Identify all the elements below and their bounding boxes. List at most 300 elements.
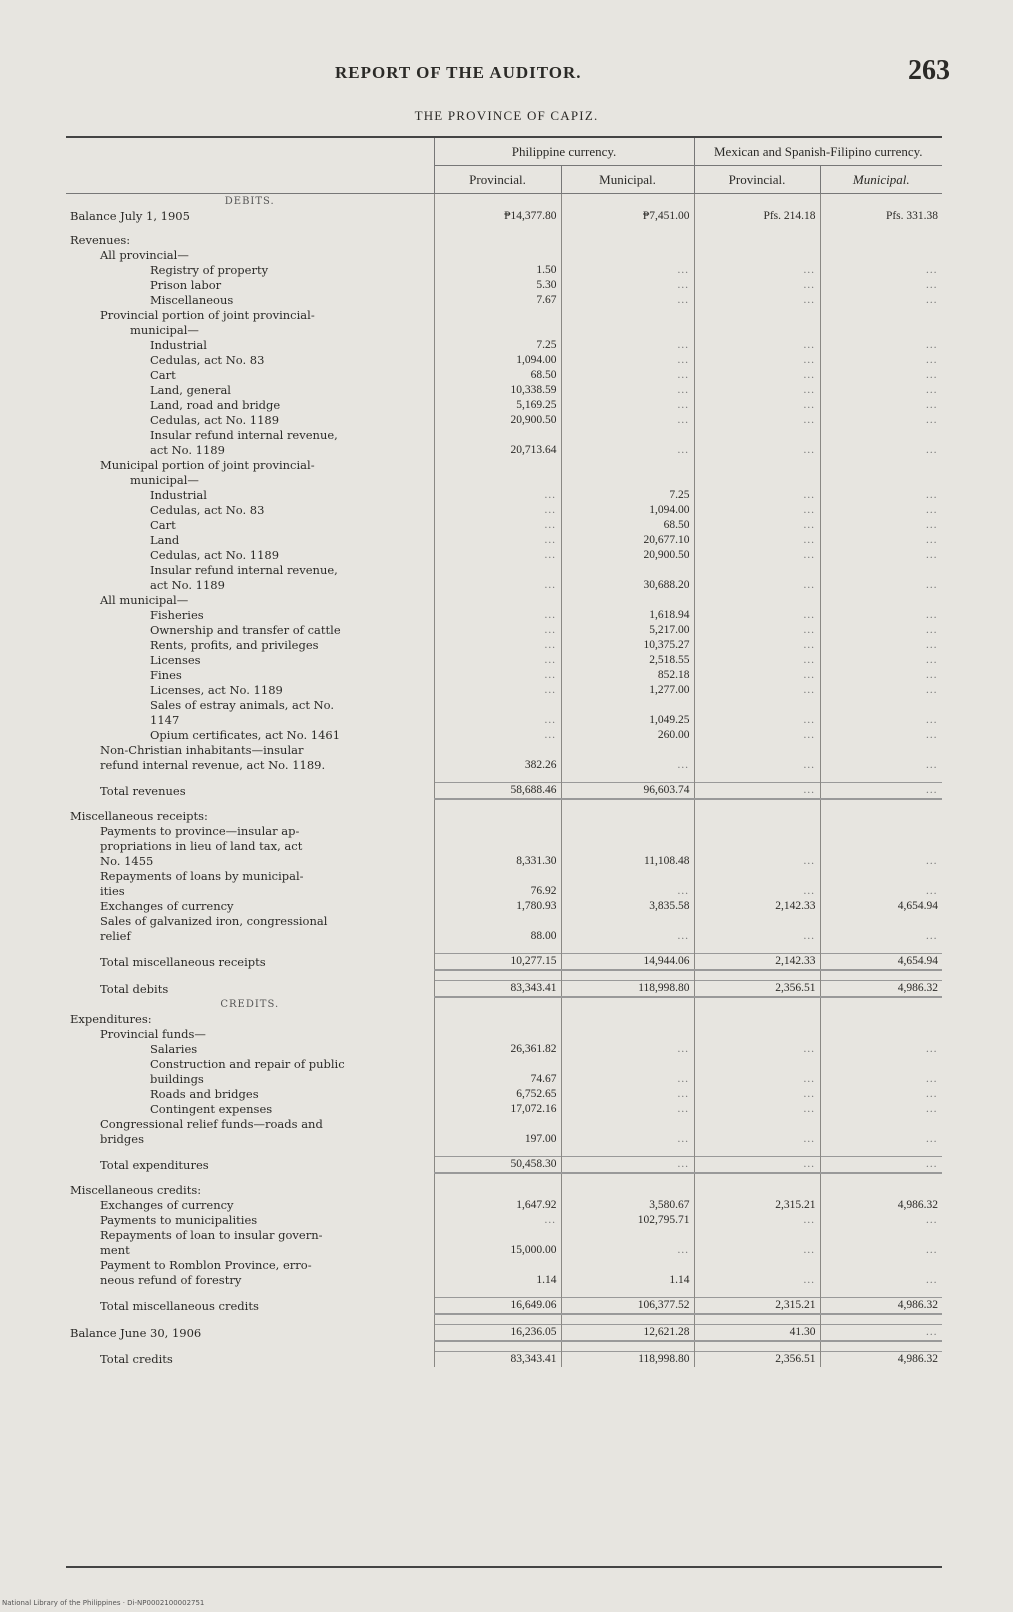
amount-cell bbox=[561, 1117, 694, 1132]
amount-cell: … bbox=[820, 368, 942, 383]
amount-cell: … bbox=[820, 518, 942, 533]
ledger-row bbox=[66, 929, 942, 944]
amount-cell bbox=[694, 428, 820, 443]
amount-cell bbox=[434, 824, 561, 839]
ledger-row bbox=[66, 1117, 942, 1132]
spacer-cell bbox=[694, 1288, 820, 1298]
amount-cell: … bbox=[820, 1132, 942, 1147]
amount-cell: 260.00 bbox=[561, 728, 694, 743]
amount-cell bbox=[820, 1027, 942, 1042]
amount-cell: … bbox=[694, 884, 820, 899]
row-label: Licenses, act No. 1189 bbox=[150, 683, 283, 697]
ledger-row bbox=[66, 713, 942, 728]
ledger-row bbox=[66, 758, 942, 773]
amount-cell: 20,900.50 bbox=[434, 413, 561, 428]
amount-cell bbox=[434, 428, 561, 443]
amount-cell: … bbox=[694, 518, 820, 533]
row-label: Balance June 30, 1906 bbox=[70, 1326, 202, 1340]
ledger-row bbox=[66, 578, 942, 593]
amount-cell: 4,986.32 bbox=[820, 1198, 942, 1213]
amount-cell: … bbox=[820, 728, 942, 743]
amount-cell bbox=[820, 1057, 942, 1072]
amount-cell bbox=[694, 473, 820, 488]
row-label: Prison labor bbox=[150, 278, 222, 292]
ledger-row bbox=[66, 1258, 942, 1273]
amount-cell: 5,217.00 bbox=[561, 623, 694, 638]
amount-cell: 1.14 bbox=[434, 1273, 561, 1288]
row-label: Cedulas, act No. 83 bbox=[150, 503, 265, 517]
amount-cell: … bbox=[561, 338, 694, 353]
amount-cell: … bbox=[694, 653, 820, 668]
spacer-cell bbox=[561, 1314, 694, 1325]
amount-cell: … bbox=[561, 1087, 694, 1102]
amount-cell bbox=[820, 1117, 942, 1132]
row-label: Payments to province—insular ap- bbox=[100, 824, 300, 838]
amount-cell: … bbox=[820, 713, 942, 728]
amount-cell: 10,277.15 bbox=[434, 954, 561, 971]
amount-cell bbox=[434, 1183, 561, 1198]
amount-cell bbox=[820, 809, 942, 824]
spacer-row bbox=[66, 1288, 942, 1298]
amount-cell: … bbox=[820, 1273, 942, 1288]
empty-cell bbox=[434, 997, 561, 1012]
amount-cell bbox=[694, 248, 820, 263]
row-label: All provincial— bbox=[100, 248, 189, 262]
amount-cell: ₱14,377.80 bbox=[434, 209, 561, 224]
amount-cell bbox=[820, 1228, 942, 1243]
amount-cell bbox=[694, 1012, 820, 1027]
amount-cell: 197.00 bbox=[434, 1132, 561, 1147]
amount-cell: … bbox=[434, 518, 561, 533]
amount-cell: 1,094.00 bbox=[434, 353, 561, 368]
amount-cell: 1,618.94 bbox=[561, 608, 694, 623]
amount-cell bbox=[820, 698, 942, 713]
row-label: Congressional relief funds—roads and bbox=[100, 1117, 323, 1131]
amount-cell: … bbox=[561, 278, 694, 293]
ledger-row bbox=[66, 413, 942, 428]
ledger-row bbox=[66, 728, 942, 743]
amount-cell: … bbox=[434, 533, 561, 548]
row-label: Total miscellaneous credits bbox=[100, 1299, 259, 1313]
ledger-table bbox=[66, 136, 942, 1367]
page-header bbox=[70, 55, 950, 95]
row-label: Balance July 1, 1905 bbox=[70, 209, 190, 223]
row-label: Municipal portion of joint provincial- bbox=[100, 458, 315, 472]
row-label: municipal— bbox=[130, 473, 199, 487]
amount-cell: 118,998.80 bbox=[561, 981, 694, 998]
amount-cell bbox=[561, 839, 694, 854]
spacer-row bbox=[66, 1314, 942, 1325]
row-label: Industrial bbox=[150, 488, 207, 502]
ledger-row bbox=[66, 839, 942, 854]
amount-cell: … bbox=[694, 1213, 820, 1228]
ledger-row bbox=[66, 1273, 942, 1288]
amount-cell: … bbox=[561, 443, 694, 458]
section-row bbox=[66, 997, 942, 1012]
ledger-row bbox=[66, 563, 942, 578]
amount-cell bbox=[561, 1012, 694, 1027]
row-label: propriations in lieu of land tax, act bbox=[100, 839, 303, 853]
ledger-row bbox=[66, 353, 942, 368]
row-label: Total credits bbox=[100, 1352, 173, 1366]
ledger-row bbox=[66, 338, 942, 353]
ledger-row bbox=[66, 398, 942, 413]
row-label: act No. 1189 bbox=[150, 443, 225, 457]
amount-cell bbox=[820, 563, 942, 578]
amount-cell: … bbox=[820, 263, 942, 278]
ledger-row bbox=[66, 653, 942, 668]
amount-cell: … bbox=[694, 929, 820, 944]
amount-cell bbox=[561, 428, 694, 443]
amount-cell: … bbox=[694, 293, 820, 308]
row-label: Land, general bbox=[150, 383, 231, 397]
row-label: Insular refund internal revenue, bbox=[150, 563, 338, 577]
ledger-row bbox=[66, 1087, 942, 1102]
amount-cell: Pfs. 214.18 bbox=[694, 209, 820, 224]
amount-cell: … bbox=[434, 653, 561, 668]
section-row bbox=[66, 194, 942, 210]
ledger-body bbox=[66, 194, 942, 1368]
spacer-row bbox=[66, 1147, 942, 1157]
total-row bbox=[66, 783, 942, 800]
amount-cell: … bbox=[694, 783, 820, 800]
amount-cell bbox=[820, 1183, 942, 1198]
amount-cell: 16,649.06 bbox=[434, 1298, 561, 1315]
amount-cell: 41.30 bbox=[694, 1325, 820, 1342]
spacer-cell bbox=[820, 1173, 942, 1183]
amount-cell: … bbox=[820, 884, 942, 899]
amount-cell bbox=[694, 458, 820, 473]
row-label: Total revenues bbox=[100, 784, 186, 798]
ledger-row bbox=[66, 1027, 942, 1042]
amount-cell: … bbox=[694, 713, 820, 728]
row-label: Revenues: bbox=[70, 233, 131, 247]
amount-cell: 5.30 bbox=[434, 278, 561, 293]
ledger-row bbox=[66, 473, 942, 488]
amount-cell: … bbox=[694, 1042, 820, 1057]
amount-cell: 106,377.52 bbox=[561, 1298, 694, 1315]
amount-cell bbox=[561, 233, 694, 248]
spacer-cell bbox=[434, 1288, 561, 1298]
row-label: Opium certificates, act No. 1461 bbox=[150, 728, 341, 742]
empty-cell bbox=[561, 997, 694, 1012]
row-label: Land, road and bridge bbox=[150, 398, 281, 412]
province-title: THE PROVINCE OF CAPIZ. bbox=[414, 108, 599, 123]
amount-cell bbox=[694, 1183, 820, 1198]
amount-cell bbox=[694, 563, 820, 578]
row-label: Cedulas, act No. 1189 bbox=[150, 413, 280, 427]
amount-cell bbox=[820, 839, 942, 854]
amount-cell bbox=[694, 824, 820, 839]
amount-cell: … bbox=[561, 353, 694, 368]
amount-cell: … bbox=[434, 668, 561, 683]
amount-cell: … bbox=[434, 623, 561, 638]
amount-cell: 382.26 bbox=[434, 758, 561, 773]
amount-cell bbox=[434, 323, 561, 338]
ledger-row bbox=[66, 323, 942, 338]
report-title: REPORT OF THE AUDITOR. bbox=[335, 63, 582, 82]
amount-cell bbox=[561, 1027, 694, 1042]
row-label: Repayments of loans by municipal- bbox=[100, 869, 304, 883]
spacer-cell bbox=[66, 944, 434, 954]
spacer-cell bbox=[820, 224, 942, 233]
amount-cell bbox=[561, 458, 694, 473]
spacer-cell bbox=[66, 1173, 434, 1183]
ledger-row bbox=[66, 548, 942, 563]
ledger-row bbox=[66, 293, 942, 308]
row-label: Rents, profits, and privileges bbox=[150, 638, 319, 652]
row-label: Exchanges of currency bbox=[100, 1198, 234, 1212]
spacer-row bbox=[66, 970, 942, 981]
amount-cell: … bbox=[434, 578, 561, 593]
municipal-header-1: Municipal. bbox=[561, 166, 694, 194]
ledger-row bbox=[66, 1132, 942, 1147]
amount-cell bbox=[694, 809, 820, 824]
amount-cell: 30,688.20 bbox=[561, 578, 694, 593]
amount-cell: 1,647.92 bbox=[434, 1198, 561, 1213]
spacer-cell bbox=[66, 799, 434, 809]
row-label: Expenditures: bbox=[70, 1012, 152, 1026]
empty-cell bbox=[561, 194, 694, 210]
ledger-row bbox=[66, 608, 942, 623]
row-label: ities bbox=[100, 884, 125, 898]
spacer-cell bbox=[561, 970, 694, 981]
amount-cell: … bbox=[820, 683, 942, 698]
amount-cell: 4,986.32 bbox=[820, 981, 942, 998]
amount-cell bbox=[694, 1027, 820, 1042]
amount-cell: 12,621.28 bbox=[561, 1325, 694, 1342]
amount-cell: … bbox=[820, 653, 942, 668]
amount-cell bbox=[561, 809, 694, 824]
amount-cell: … bbox=[694, 278, 820, 293]
amount-cell bbox=[434, 308, 561, 323]
spacer-cell bbox=[694, 970, 820, 981]
ledger-row bbox=[66, 518, 942, 533]
ledger-row bbox=[66, 1012, 942, 1027]
amount-cell: … bbox=[820, 503, 942, 518]
amount-cell bbox=[561, 563, 694, 578]
ledger-row bbox=[66, 1102, 942, 1117]
amount-cell bbox=[820, 1258, 942, 1273]
row-label: ment bbox=[100, 1243, 130, 1257]
total-row bbox=[66, 1298, 942, 1315]
row-label: Roads and bridges bbox=[150, 1087, 259, 1101]
amount-cell bbox=[434, 1117, 561, 1132]
amount-cell bbox=[434, 233, 561, 248]
amount-cell: … bbox=[820, 398, 942, 413]
amount-cell: … bbox=[820, 1042, 942, 1057]
amount-cell bbox=[694, 1228, 820, 1243]
spacer-cell bbox=[434, 799, 561, 809]
amount-cell: … bbox=[434, 713, 561, 728]
provincial-header-2: Provincial. bbox=[694, 166, 820, 194]
ledger-row bbox=[66, 683, 942, 698]
amount-cell bbox=[820, 824, 942, 839]
amount-cell bbox=[434, 1027, 561, 1042]
spacer-cell bbox=[66, 1288, 434, 1298]
spacer-cell bbox=[820, 1147, 942, 1157]
page-number: 263 bbox=[908, 55, 950, 86]
amount-cell: … bbox=[561, 368, 694, 383]
amount-cell: … bbox=[694, 1132, 820, 1147]
amount-cell bbox=[820, 869, 942, 884]
amount-cell: … bbox=[694, 1072, 820, 1087]
amount-cell bbox=[561, 824, 694, 839]
amount-cell: … bbox=[820, 413, 942, 428]
spacer-cell bbox=[694, 944, 820, 954]
row-label: 1147 bbox=[150, 713, 180, 727]
amount-cell: … bbox=[820, 854, 942, 869]
spacer-cell bbox=[434, 1147, 561, 1157]
amount-cell: … bbox=[820, 1087, 942, 1102]
spacer-cell bbox=[694, 773, 820, 783]
amount-cell: … bbox=[434, 503, 561, 518]
amount-cell: … bbox=[561, 263, 694, 278]
amount-cell bbox=[561, 1183, 694, 1198]
amount-cell: … bbox=[694, 338, 820, 353]
amount-cell bbox=[561, 869, 694, 884]
spacer-cell bbox=[694, 1314, 820, 1325]
spacer-cell bbox=[820, 944, 942, 954]
amount-cell: … bbox=[820, 548, 942, 563]
total-row bbox=[66, 981, 942, 998]
ledger-row bbox=[66, 668, 942, 683]
amount-cell: … bbox=[434, 683, 561, 698]
amount-cell: 4,986.32 bbox=[820, 1352, 942, 1368]
amount-cell bbox=[434, 563, 561, 578]
row-label: Sales of galvanized iron, congressional bbox=[100, 914, 328, 928]
ledger-row bbox=[66, 1243, 942, 1258]
row-label: All municipal— bbox=[100, 593, 189, 607]
amount-cell: 2,142.33 bbox=[694, 954, 820, 971]
amount-cell: … bbox=[434, 638, 561, 653]
spacer-row bbox=[66, 773, 942, 783]
amount-cell bbox=[434, 809, 561, 824]
amount-cell: … bbox=[694, 413, 820, 428]
amount-cell: … bbox=[820, 338, 942, 353]
amount-cell: Pfs. 331.38 bbox=[820, 209, 942, 224]
amount-cell: … bbox=[694, 368, 820, 383]
ledger-row bbox=[66, 248, 942, 263]
amount-cell bbox=[694, 914, 820, 929]
amount-cell: … bbox=[694, 533, 820, 548]
amount-cell: … bbox=[561, 413, 694, 428]
amount-cell: … bbox=[694, 1102, 820, 1117]
amount-cell bbox=[561, 248, 694, 263]
amount-cell: … bbox=[694, 383, 820, 398]
row-label: Industrial bbox=[150, 338, 207, 352]
spacer-cell bbox=[820, 1341, 942, 1352]
amount-cell bbox=[434, 743, 561, 758]
ledger-row bbox=[66, 884, 942, 899]
ledger-row bbox=[66, 743, 942, 758]
row-label: refund internal revenue, act No. 1189. bbox=[100, 758, 326, 772]
amount-cell bbox=[434, 593, 561, 608]
amount-cell: 76.92 bbox=[434, 884, 561, 899]
ledger-row bbox=[66, 308, 942, 323]
row-label: Total miscellaneous receipts bbox=[100, 955, 266, 969]
amount-cell: … bbox=[820, 1102, 942, 1117]
amount-cell bbox=[820, 233, 942, 248]
amount-cell bbox=[820, 308, 942, 323]
amount-cell: … bbox=[820, 383, 942, 398]
amount-cell: … bbox=[694, 1157, 820, 1174]
amount-cell: 7.25 bbox=[561, 488, 694, 503]
amount-cell: 68.50 bbox=[561, 518, 694, 533]
amount-cell: 20,677.10 bbox=[561, 533, 694, 548]
spacer-cell bbox=[561, 773, 694, 783]
amount-cell: … bbox=[694, 608, 820, 623]
ledger-row bbox=[66, 278, 942, 293]
ledger-row bbox=[66, 533, 942, 548]
amount-cell: … bbox=[820, 1213, 942, 1228]
ledger-row bbox=[66, 263, 942, 278]
amount-cell bbox=[434, 914, 561, 929]
amount-cell: 11,108.48 bbox=[561, 854, 694, 869]
amount-cell: … bbox=[820, 608, 942, 623]
amount-cell: … bbox=[694, 854, 820, 869]
amount-cell bbox=[820, 323, 942, 338]
row-label: Provincial funds— bbox=[100, 1027, 206, 1041]
ledger-row bbox=[66, 428, 942, 443]
section-label: DEBITS. bbox=[224, 196, 275, 207]
ledger-row bbox=[66, 1228, 942, 1243]
amount-cell bbox=[820, 473, 942, 488]
amount-cell: 1,780.93 bbox=[434, 899, 561, 914]
spacer-cell bbox=[434, 944, 561, 954]
ledger-row bbox=[66, 368, 942, 383]
bottom-rule bbox=[66, 1566, 942, 1568]
amount-cell: 26,361.82 bbox=[434, 1042, 561, 1057]
section-label: CREDITS. bbox=[220, 999, 280, 1010]
amount-cell: 852.18 bbox=[561, 668, 694, 683]
amount-cell: … bbox=[434, 1213, 561, 1228]
amount-cell bbox=[820, 1012, 942, 1027]
amount-cell bbox=[434, 458, 561, 473]
ledger-row bbox=[66, 1072, 942, 1087]
empty-cell bbox=[820, 997, 942, 1012]
amount-cell: 2,315.21 bbox=[694, 1298, 820, 1315]
spacer-cell bbox=[820, 1288, 942, 1298]
ledger-row bbox=[66, 1198, 942, 1213]
amount-cell: 4,654.94 bbox=[820, 899, 942, 914]
spacer-cell bbox=[694, 1173, 820, 1183]
spacer-cell bbox=[66, 1341, 434, 1352]
amount-cell: … bbox=[434, 548, 561, 563]
amount-cell bbox=[561, 323, 694, 338]
amount-cell: … bbox=[694, 503, 820, 518]
amount-cell: 4,654.94 bbox=[820, 954, 942, 971]
amount-cell: 8,331.30 bbox=[434, 854, 561, 869]
ledger-row bbox=[66, 899, 942, 914]
row-label: neous refund of forestry bbox=[100, 1273, 242, 1287]
row-label: Non-Christian inhabitants—insular bbox=[100, 743, 304, 757]
row-label: Total debits bbox=[100, 982, 169, 996]
empty-cell bbox=[694, 997, 820, 1012]
amount-cell: 6,752.65 bbox=[434, 1087, 561, 1102]
amount-cell: … bbox=[561, 1157, 694, 1174]
ledger-row bbox=[66, 443, 942, 458]
ledger-row bbox=[66, 824, 942, 839]
ledger-row bbox=[66, 854, 942, 869]
ledger-row bbox=[66, 209, 942, 224]
amount-cell: … bbox=[561, 1072, 694, 1087]
row-label: Miscellaneous credits: bbox=[70, 1183, 202, 1197]
amount-cell bbox=[561, 308, 694, 323]
ledger-row bbox=[66, 503, 942, 518]
amount-cell: 1,094.00 bbox=[561, 503, 694, 518]
amount-cell bbox=[694, 323, 820, 338]
